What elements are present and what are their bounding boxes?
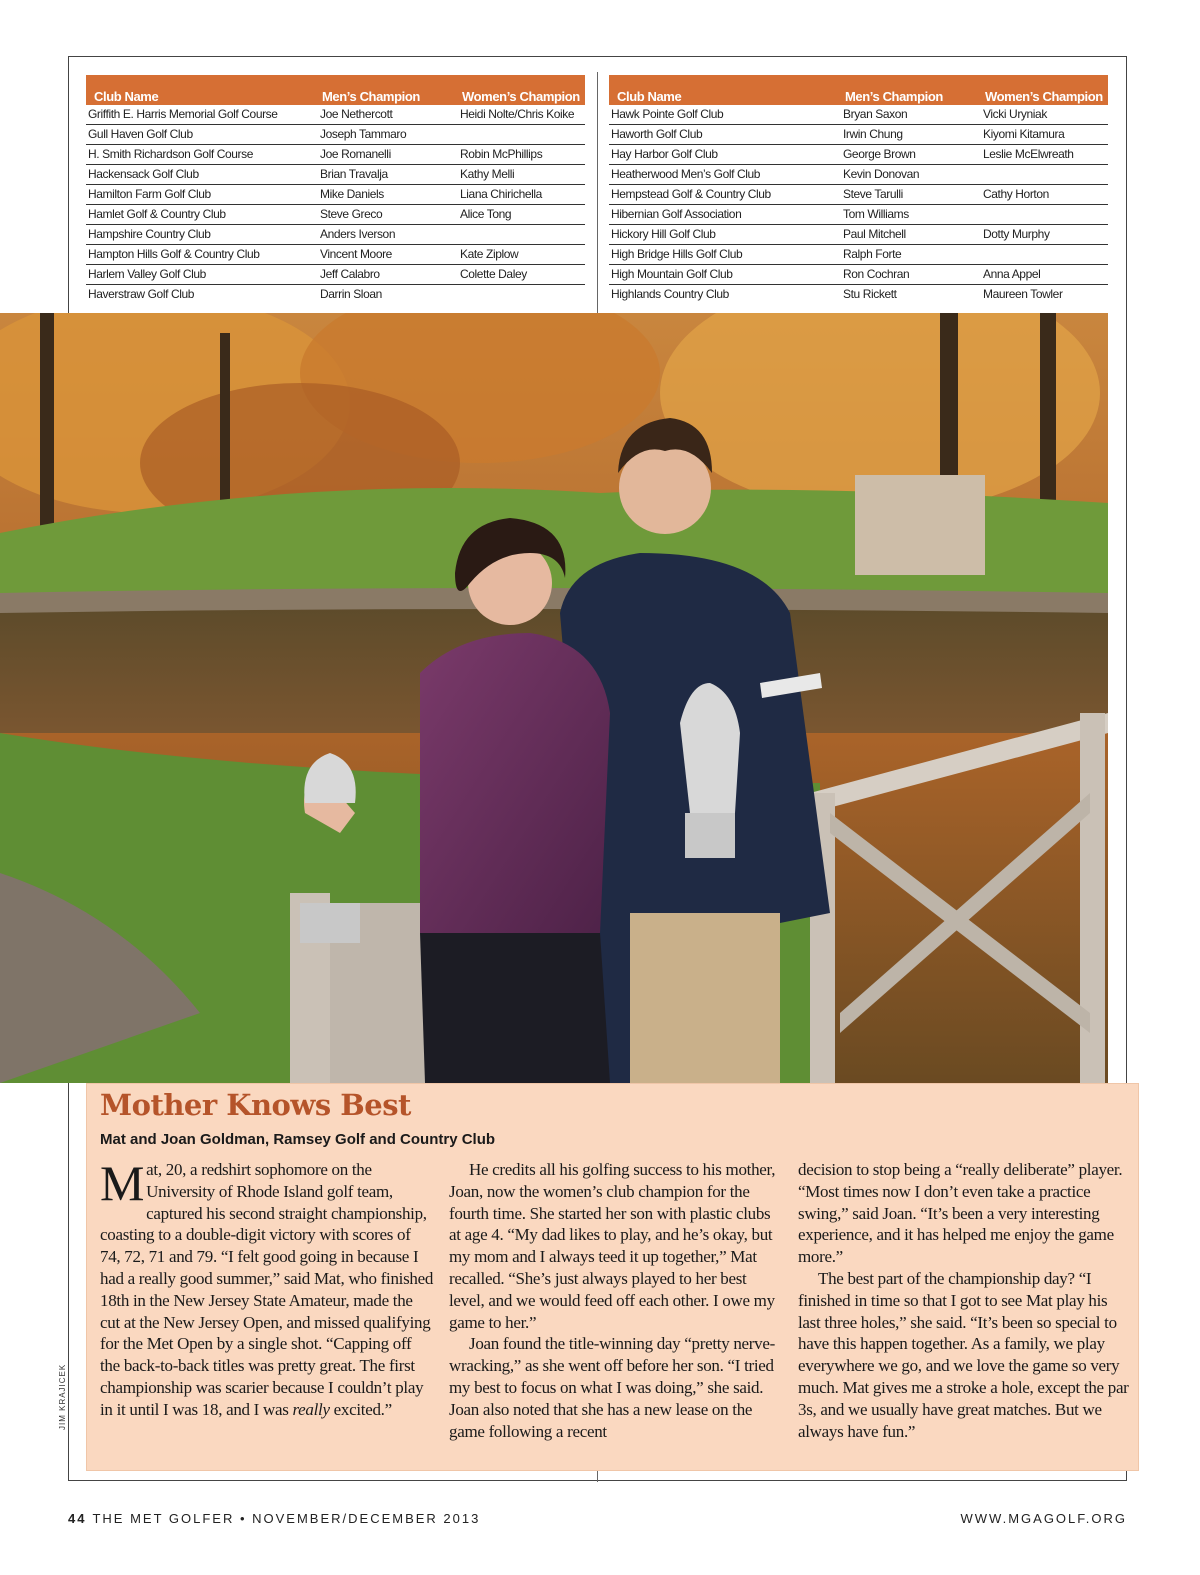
club-name-cell: H. Smith Richardson Golf Course — [86, 145, 318, 165]
womens-champion-cell: Anna Appel — [981, 265, 1108, 285]
womens-champion-cell: Maureen Towler — [983, 287, 1063, 301]
goldman-photo — [0, 313, 1108, 1083]
club-name-cell: Haworth Golf Club — [609, 125, 841, 145]
mens-champion-cell: Darrin Sloan — [320, 287, 382, 301]
champions-table-left — [86, 75, 585, 304]
column-divider-bottom — [597, 1470, 598, 1482]
womens-champion-cell — [458, 225, 585, 245]
table-row — [86, 105, 585, 125]
table-header-row — [86, 75, 585, 105]
mens-champion-cell: Joseph Tammaro — [318, 125, 458, 145]
table-row — [86, 165, 585, 185]
womens-champion-cell — [458, 285, 585, 305]
header-mens-champion: Men’s Champion — [322, 89, 420, 104]
club-name-cell: Hay Harbor Golf Club — [609, 145, 841, 165]
article-column-2 — [449, 1159, 783, 1442]
club-name-cell: Heatherwood Men’s Golf Club — [609, 165, 841, 185]
article-headline: Mother Knows Best — [100, 1088, 411, 1122]
header-womens-champion: Women’s Champion — [462, 89, 580, 104]
womens-champion-cell: Cathy Horton — [981, 185, 1108, 205]
club-name-cell: Hamlet Golf & Country Club — [86, 205, 318, 225]
club-name-cell: Highlands Country Club — [611, 287, 729, 301]
mens-champion-cell: Paul Mitchell — [841, 225, 981, 245]
club-name-cell: Hamilton Farm Golf Club — [86, 185, 318, 205]
table-row — [86, 245, 585, 265]
womens-champion-cell: Alice Tong — [458, 205, 585, 225]
table-row — [609, 285, 1108, 305]
mens-champion-cell: Joe Nethercott — [318, 105, 458, 125]
article-column-1 — [100, 1155, 434, 1421]
club-name-cell: Hempstead Golf & Country Club — [609, 185, 841, 205]
womens-champion-cell — [981, 205, 1108, 225]
table-row — [86, 285, 585, 305]
womens-champion-cell: Vicki Uryniak — [981, 105, 1108, 125]
club-name-cell: Gull Haven Golf Club — [86, 125, 318, 145]
photo-illustration — [0, 313, 1108, 1083]
mens-champion-cell: Ralph Forte — [841, 245, 981, 265]
table-row — [86, 145, 585, 165]
header-womens-champion: Women’s Champion — [985, 89, 1103, 104]
paragraph: decision to stop being a “really deliberate” player. “Most times now I don’t even take a practice swing,” said Joan. “It’s been a very interesting experience, and it has helped me enjoy the game more.” — [798, 1160, 1123, 1267]
club-name-cell: High Bridge Hills Golf Club — [609, 245, 841, 265]
table-row — [86, 125, 585, 145]
club-name-cell: Hickory Hill Golf Club — [609, 225, 841, 245]
table-row — [609, 205, 1108, 225]
table-row — [86, 185, 585, 205]
table-row — [609, 185, 1108, 205]
mens-champion-cell: Mike Daniels — [318, 185, 458, 205]
womens-champion-cell: Dotty Murphy — [981, 225, 1108, 245]
table-row — [86, 205, 585, 225]
womens-champion-cell — [458, 125, 585, 145]
womens-champion-cell: Kathy Melli — [458, 165, 585, 185]
womens-champion-cell — [981, 245, 1108, 265]
womens-champion-cell — [981, 165, 1108, 185]
table-body — [609, 105, 1108, 304]
table-row — [609, 145, 1108, 165]
paragraph: He credits all his golfing success to his mother, Joan, now the women’s club champion for the fourth time. She started her son with plastic clubs at age 4. “My dad likes to play, and he’s okay, but my mom and I always teed it up together,” Mat recalled. “She’s just always played to her best level, and we would feed off each other. I owe my game to her.” — [449, 1160, 776, 1332]
womens-champion-cell: Kate Ziplow — [458, 245, 585, 265]
womens-champion-cell: Leslie McElwreath — [981, 145, 1108, 165]
table-row — [609, 265, 1108, 285]
womens-champion-cell: Robin McPhillips — [458, 145, 585, 165]
mens-champion-cell: Kevin Donovan — [841, 165, 981, 185]
club-name-cell: Griffith E. Harris Memorial Golf Course — [86, 105, 318, 125]
table-header-row — [609, 75, 1108, 105]
paragraph: Joan found the title-winning day “pretty nerve-wracking,” as she went off before her son. “I tried my best to focus on what I was doing,” she said. Joan also noted that she has a new lease on the game following a recent — [449, 1334, 775, 1441]
mens-champion-cell: Ron Cochran — [841, 265, 981, 285]
club-name-cell: Hibernian Golf Association — [609, 205, 841, 225]
mens-champion-cell: Vincent Moore — [318, 245, 458, 265]
publication-name: THE MET GOLFER • NOVEMBER/DECEMBER 2013 — [92, 1511, 481, 1526]
paragraph-end: excited.” — [329, 1399, 392, 1419]
womens-champion-cell: Liana Chirichella — [458, 185, 585, 205]
paragraph: The best part of the championship day? “I finished in time so that I got to see Mat play his last three holes,” she said. “It’s been so special to have this happen together. As a family, we play everywhere we go, and we love the game so very much. Mat gives me a stroke a hole, except the par 3s, and we usually have great matches. But we always have fun.” — [798, 1268, 1129, 1441]
table-row — [609, 125, 1108, 145]
article-subhead: Mat and Joan Goldman, Ramsey Golf and Country Club — [100, 1131, 496, 1148]
table-row — [86, 225, 585, 245]
club-name-cell: Harlem Valley Golf Club — [86, 265, 318, 285]
article-column-3 — [798, 1159, 1132, 1442]
mens-champion-cell: Joe Romanelli — [318, 145, 458, 165]
mens-champion-cell: Jeff Calabro — [318, 265, 458, 285]
column-divider — [597, 72, 598, 314]
champions-table-right — [609, 75, 1108, 304]
mens-champion-cell: Steve Greco — [318, 205, 458, 225]
womens-champion-cell: Heidi Nolte/Chris Koike — [458, 105, 585, 125]
table-body — [86, 105, 585, 304]
club-name-cell: Hackensack Golf Club — [86, 165, 318, 185]
paragraph: at, 20, a redshirt sophomore on the University of Rhode Island golf team, captured his second straight championship, coasting to a double-digit victory with scores of 74, 72, 71 and 79. “I felt good going in because I had a really good summer,” said Mat, who finished 18th in the New Jersey State Amateur, made the cut at the New Jersey Open, and missed qualifying for the Met Open by a single shot. “Capping off the back-to-back titles was pretty great. The first championship was scarier because I couldn’t play in it until I was 18, and I was — [100, 1160, 434, 1419]
table-row — [609, 245, 1108, 265]
header-club-name: Club Name — [617, 89, 682, 104]
mens-champion-cell: Steve Tarulli — [841, 185, 981, 205]
footer-left — [68, 1511, 480, 1526]
womens-champion-cell: Kiyomi Kitamura — [981, 125, 1108, 145]
mens-champion-cell: Stu Rickett — [843, 287, 897, 301]
club-name-cell: Hampshire Country Club — [86, 225, 318, 245]
mens-champion-cell: Bryan Saxon — [841, 105, 981, 125]
emphasis: really — [292, 1399, 330, 1419]
club-name-cell: High Mountain Golf Club — [609, 265, 841, 285]
table-row — [86, 265, 585, 285]
page-number: 44 — [68, 1511, 87, 1526]
club-name-cell: Hampton Hills Golf & Country Club — [86, 245, 318, 265]
mens-champion-cell: Brian Travalja — [318, 165, 458, 185]
mens-champion-cell: Tom Williams — [841, 205, 981, 225]
mens-champion-cell: George Brown — [841, 145, 981, 165]
drop-cap: M — [100, 1155, 145, 1211]
club-name-cell: Haverstraw Golf Club — [88, 287, 195, 301]
mens-champion-cell: Irwin Chung — [841, 125, 981, 145]
website-link[interactable]: WWW.MGAGOLF.ORG — [960, 1511, 1127, 1526]
header-mens-champion: Men’s Champion — [845, 89, 943, 104]
table-row — [609, 165, 1108, 185]
club-name-cell: Hawk Pointe Golf Club — [609, 105, 841, 125]
photo-credit: JIM KRAJICEK — [58, 1363, 67, 1430]
womens-champion-cell: Colette Daley — [458, 265, 585, 285]
table-row — [609, 225, 1108, 245]
table-row — [609, 105, 1108, 125]
mens-champion-cell: Anders Iverson — [318, 225, 458, 245]
header-club-name: Club Name — [94, 89, 159, 104]
